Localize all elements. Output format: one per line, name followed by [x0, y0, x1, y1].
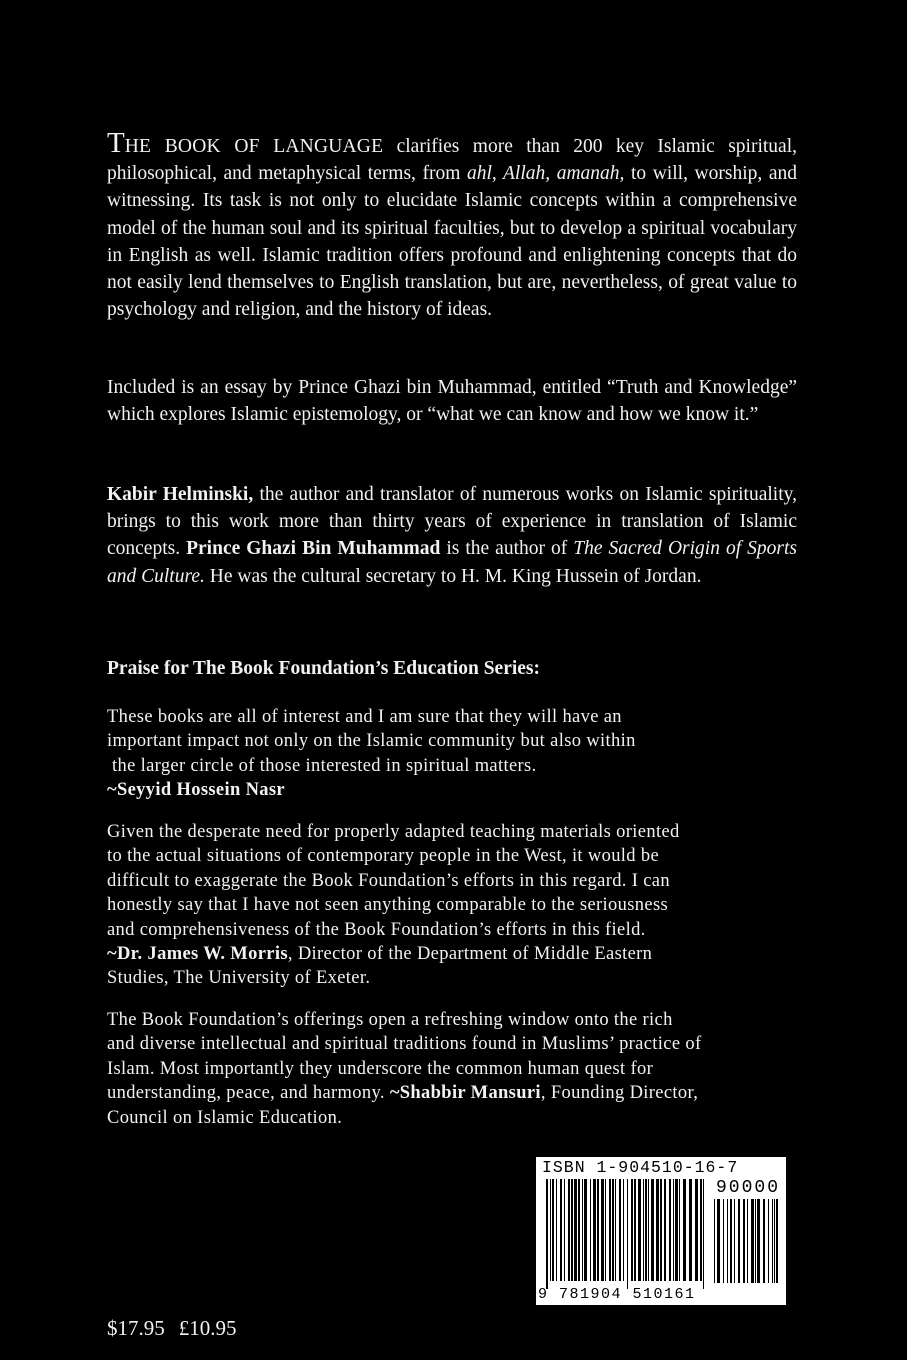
barcode-bar	[560, 1179, 562, 1281]
barcode-bar	[631, 1179, 633, 1281]
quote-author: ~Seyyid Hossein Nasr	[107, 780, 285, 801]
barcode-bar	[571, 1179, 573, 1281]
barcode-bar	[623, 1179, 624, 1281]
barcode-bar	[638, 1179, 641, 1281]
book-description	[107, 127, 797, 323]
barcode-bar	[774, 1199, 775, 1283]
quote-author: ~Shabbir Mansuri	[389, 1083, 541, 1104]
barcode-bar	[582, 1179, 583, 1281]
barcode-bar	[747, 1199, 748, 1283]
barcode-bar	[590, 1179, 591, 1281]
other-book-title: The Sacred Origin of Sports and Culture.	[107, 538, 797, 587]
barcode-bar	[755, 1199, 756, 1283]
barcode-bar	[703, 1179, 704, 1289]
barcode-bar	[612, 1179, 614, 1281]
barcode-bar	[664, 1179, 666, 1281]
barcode-bar	[648, 1179, 649, 1281]
price-gbp: £10.95	[178, 1316, 237, 1340]
barcode-bar	[727, 1199, 728, 1283]
praise-quote-mansuri: The Book Foundation’s offerings open a refreshing window onto the rich and diverse intellectual and spiritual traditions found in Muslims’ practice of Islam. Most importantly they underscore the common human quest for understanding, peace, and harmony. ~Shabbir Mansuri, Founding Director, Council on Islamic Education.	[107, 1010, 702, 1128]
barcode-bar	[609, 1179, 611, 1281]
barcode-bar	[734, 1199, 735, 1283]
barcode-bar	[743, 1199, 745, 1283]
barcode-bar	[683, 1179, 686, 1281]
praise-quote-morris: Given the desperate need for properly adapted teaching materials oriented to the actual situations of contemporary people in the West, it would be difficult to exaggerate the Book Foundation’s efforts in this regard. I can honestly say that I have not seen anything comparable to the seriousness and comprehensiveness of the Book Foundation’s efforts in this field. ~Dr. James W. Morris, Director of the Department of Middle Eastern Studies, The University of Exeter.	[107, 822, 680, 989]
barcode-bar	[768, 1199, 769, 1283]
barcode-bar	[751, 1199, 754, 1283]
price-addon-code: 90000	[715, 1178, 780, 1198]
barcode-bar	[700, 1179, 702, 1281]
barcode-bar	[546, 1179, 548, 1289]
barcode-bar	[656, 1179, 659, 1281]
drop-cap: T	[107, 127, 125, 159]
barcode-bar	[763, 1199, 765, 1283]
barcode-bar	[757, 1199, 760, 1283]
barcode-bar	[552, 1179, 554, 1281]
isbn-barcode	[536, 1157, 786, 1305]
barcode-bar	[730, 1199, 732, 1283]
barcode-bar	[695, 1179, 698, 1281]
barcode-bar	[605, 1179, 606, 1281]
barcode-bar	[550, 1179, 551, 1281]
ean-number: 9 781904 510161	[538, 1286, 696, 1303]
barcode-bar	[673, 1179, 674, 1281]
price	[107, 1316, 237, 1341]
barcode-bar	[675, 1179, 678, 1281]
barcode-bar	[645, 1179, 647, 1281]
price-usd: $17.95	[107, 1316, 165, 1340]
barcode-bar	[717, 1199, 720, 1283]
barcode-bar	[776, 1199, 778, 1283]
barcode-bar	[556, 1179, 557, 1281]
barcode-bar	[772, 1199, 773, 1283]
barcode-bar	[619, 1179, 621, 1281]
book-title: HE BOOK OF LANGUAGE	[124, 136, 384, 157]
barcode-bar	[660, 1179, 662, 1281]
author-name: Kabir Helminski,	[107, 484, 254, 505]
barcode-bar	[669, 1179, 671, 1281]
barcode-bar	[597, 1179, 599, 1281]
barcode-bar	[568, 1179, 570, 1281]
barcode-bar	[584, 1179, 587, 1281]
author-paragraph: Kabir Helminski, the author and translator of numerous works on Islamic spirituality, brings to this work more than thirty years of experience in translation of Islamic concepts. Prince Ghazi Bin Muhammad is the author of The Sacred Origin of Sports and Culture. He was the cultural secretary to H. M. King Hussein of Jordan.	[107, 484, 797, 587]
barcode-bar	[593, 1179, 596, 1281]
praise-quote-nasr: These books are all of interest and I am sure that they will have an important impact not only on the Islamic community but also within the larger circle of those interested in spiritual matters. ~Seyyid Hossein Nasr	[107, 705, 797, 803]
praise-heading: Praise for The Book Foundation’s Education Series:	[107, 658, 541, 679]
barcode-bar	[714, 1199, 715, 1283]
description-paragraph-1: THE BOOK OF LANGUAGE clarifies more than 200 key Islamic spiritual, philosophical, and metaphysical terms, from ahl, Allah, amanah, to will, worship, and witnessing. Its task is not only to elucidate Islamic concepts within a comprehensive model of the human soul and its spiritual faculties, but to develop a spiritual vocabulary in English as well. Islamic tradition offers profound and enlightening concepts that do not easily lend themselves to English translation, but are, nevertheless, of great value to psychology and religion, and the history of ideas.	[107, 127, 797, 321]
barcode-bar	[574, 1179, 577, 1281]
barcode-bar	[615, 1179, 616, 1281]
barcode-bar	[634, 1179, 636, 1281]
barcode-bar	[564, 1179, 565, 1281]
isbn-number: ISBN 1-904510-16-7	[542, 1158, 739, 1177]
barcode-bar	[578, 1179, 580, 1281]
barcode-bar	[627, 1179, 628, 1289]
barcode-bar	[738, 1199, 740, 1283]
barcode-bar	[723, 1199, 724, 1283]
coauthor-name: Prince Ghazi Bin Muhammad	[186, 538, 441, 560]
essay-paragraph: Included is an essay by Prince Ghazi bin Muhammad, entitled “Truth and Knowledge” which explores Islamic epistemology, or “what we can know and how we know it.”	[107, 377, 797, 426]
barcode-bar	[689, 1179, 692, 1281]
barcode-bar	[643, 1179, 644, 1281]
barcode-bar	[651, 1179, 654, 1281]
quote-author: ~Dr. James W. Morris	[107, 944, 288, 965]
barcode-bar	[601, 1179, 604, 1281]
barcode-bar	[679, 1179, 680, 1281]
